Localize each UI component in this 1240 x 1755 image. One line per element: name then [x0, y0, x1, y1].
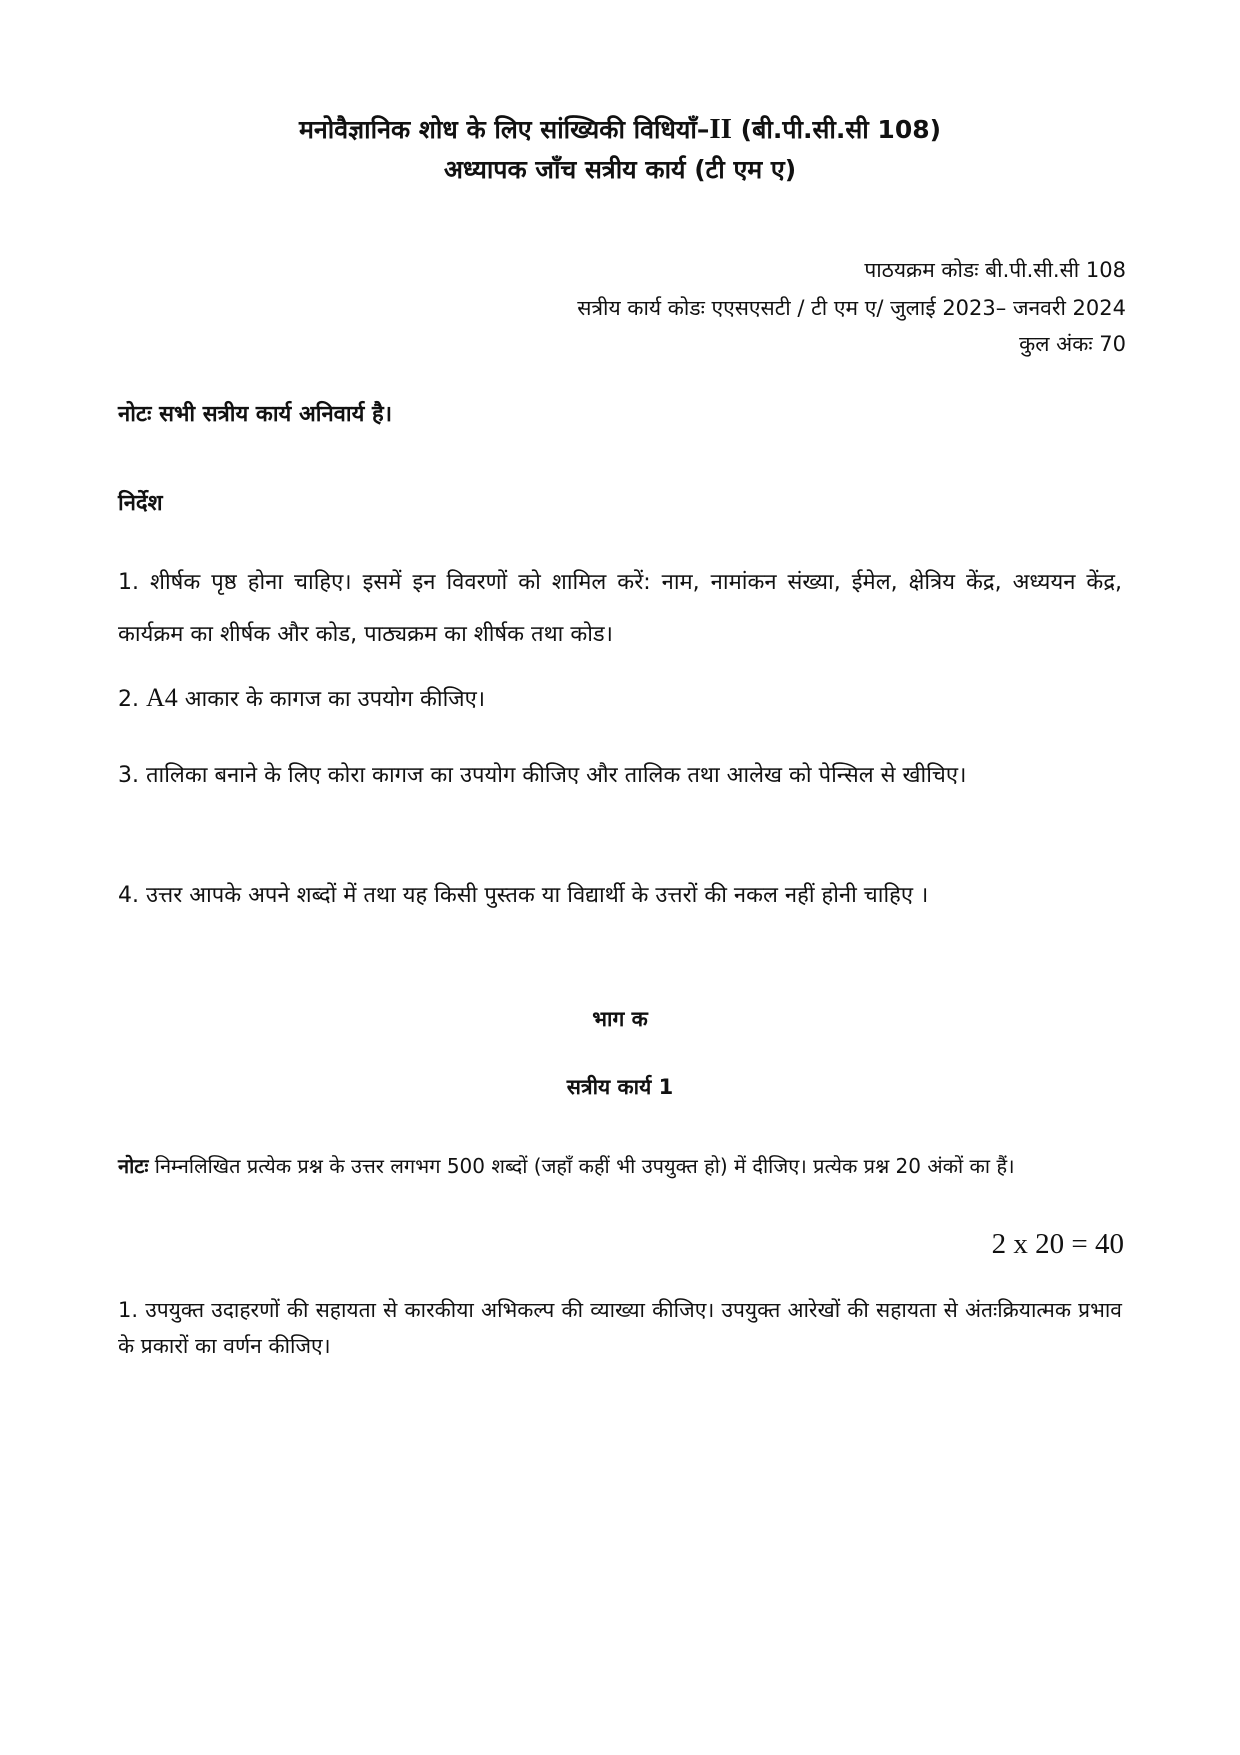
instruction-paper-size: A4 [146, 683, 178, 712]
assignment-heading: सत्रीय कार्य 1 [566, 1075, 674, 1099]
marks-distribution: 2 x 20 = 40 [991, 1228, 1124, 1260]
instruction-number: 3. [118, 763, 139, 788]
instruction-number: 2. [118, 687, 139, 712]
instructions-heading: निर्देश [118, 491, 163, 516]
instruction-number: 4. [118, 883, 139, 908]
document-title [0, 112, 1240, 146]
section-note-label: नोटः [118, 1154, 149, 1178]
compulsory-note: नोटः सभी सत्रीय कार्य अनिवार्य है। [118, 402, 393, 427]
instruction-item [118, 870, 1122, 922]
instruction-item [118, 750, 1122, 802]
instruction-item [118, 557, 1122, 661]
course-code: पाठयक्रम कोडः बी.पी.सी.सी 108 [864, 258, 1126, 282]
instruction-text: आकार के कागज का उपयोग कीजिए। [184, 687, 486, 712]
instruction-number: 1. [118, 570, 139, 595]
assignment-code: सत्रीय कार्य कोडः एएसएसटी / टी एम ए/ जुलाई 2023– जनवरी 2024 [577, 296, 1126, 320]
instruction-text: तालिका बनाने के लिए कोरा कागज का उपयोग कीजिए और तालिक तथा आलेख को पेन्सिल से खीचिए। [146, 763, 967, 788]
question-item [118, 1292, 1122, 1364]
question-number: 1. [118, 1298, 139, 1322]
instruction-text: उत्तर आपके अपने शब्दों में तथा यह किसी पुस्तक या विद्यार्थी के उत्तरों की नकल नहीं होनी चाहिए । [146, 883, 929, 908]
instruction-item [118, 672, 1122, 726]
title-hindi: मनोवैज्ञानिक शोध के लिए सांख्यिकी विधियाँ– [298, 115, 710, 144]
title-course-code: (बी.पी.सी.सी 108) [731, 115, 942, 144]
part-heading: भाग क [592, 1007, 648, 1031]
section-note-text: निम्नलिखित प्रत्येक प्रश्न के उत्तर लगभग 500 शब्दों (जहाँ कहीं भी उपयुक्त हो) में दीजिए। प्रत्येक प्रश्न 20 अंकों का हैं। [154, 1154, 1015, 1178]
section-note [118, 1148, 1122, 1184]
total-marks: कुल अंकः 70 [1019, 332, 1126, 356]
question-text: उपयुक्त उदाहरणों की सहायता से कारकीया अभिकल्प की व्याख्या कीजिए। उपयुक्त आरेखों की सहायता से अंतःक्रियात्मक प्रभाव के प्रकारों का वर्णन कीजिए। [118, 1298, 1122, 1358]
document-subtitle: अध्यापक जाँच सत्रीय कार्य (टी एम ए) [443, 155, 797, 184]
title-roman-numeral: II [709, 113, 732, 145]
instruction-text: शीर्षक पृष्ठ होना चाहिए। इसमें इन विवरणों को शामिल करें: नाम, नामांकन संख्या, ईमेल, क्षेत्रिय केंद्र, अध्ययन केंद्र, कार्यक्रम का शीर्षक और कोड, पाठ्यक्रम का शीर्षक तथा कोड। [118, 570, 1122, 647]
